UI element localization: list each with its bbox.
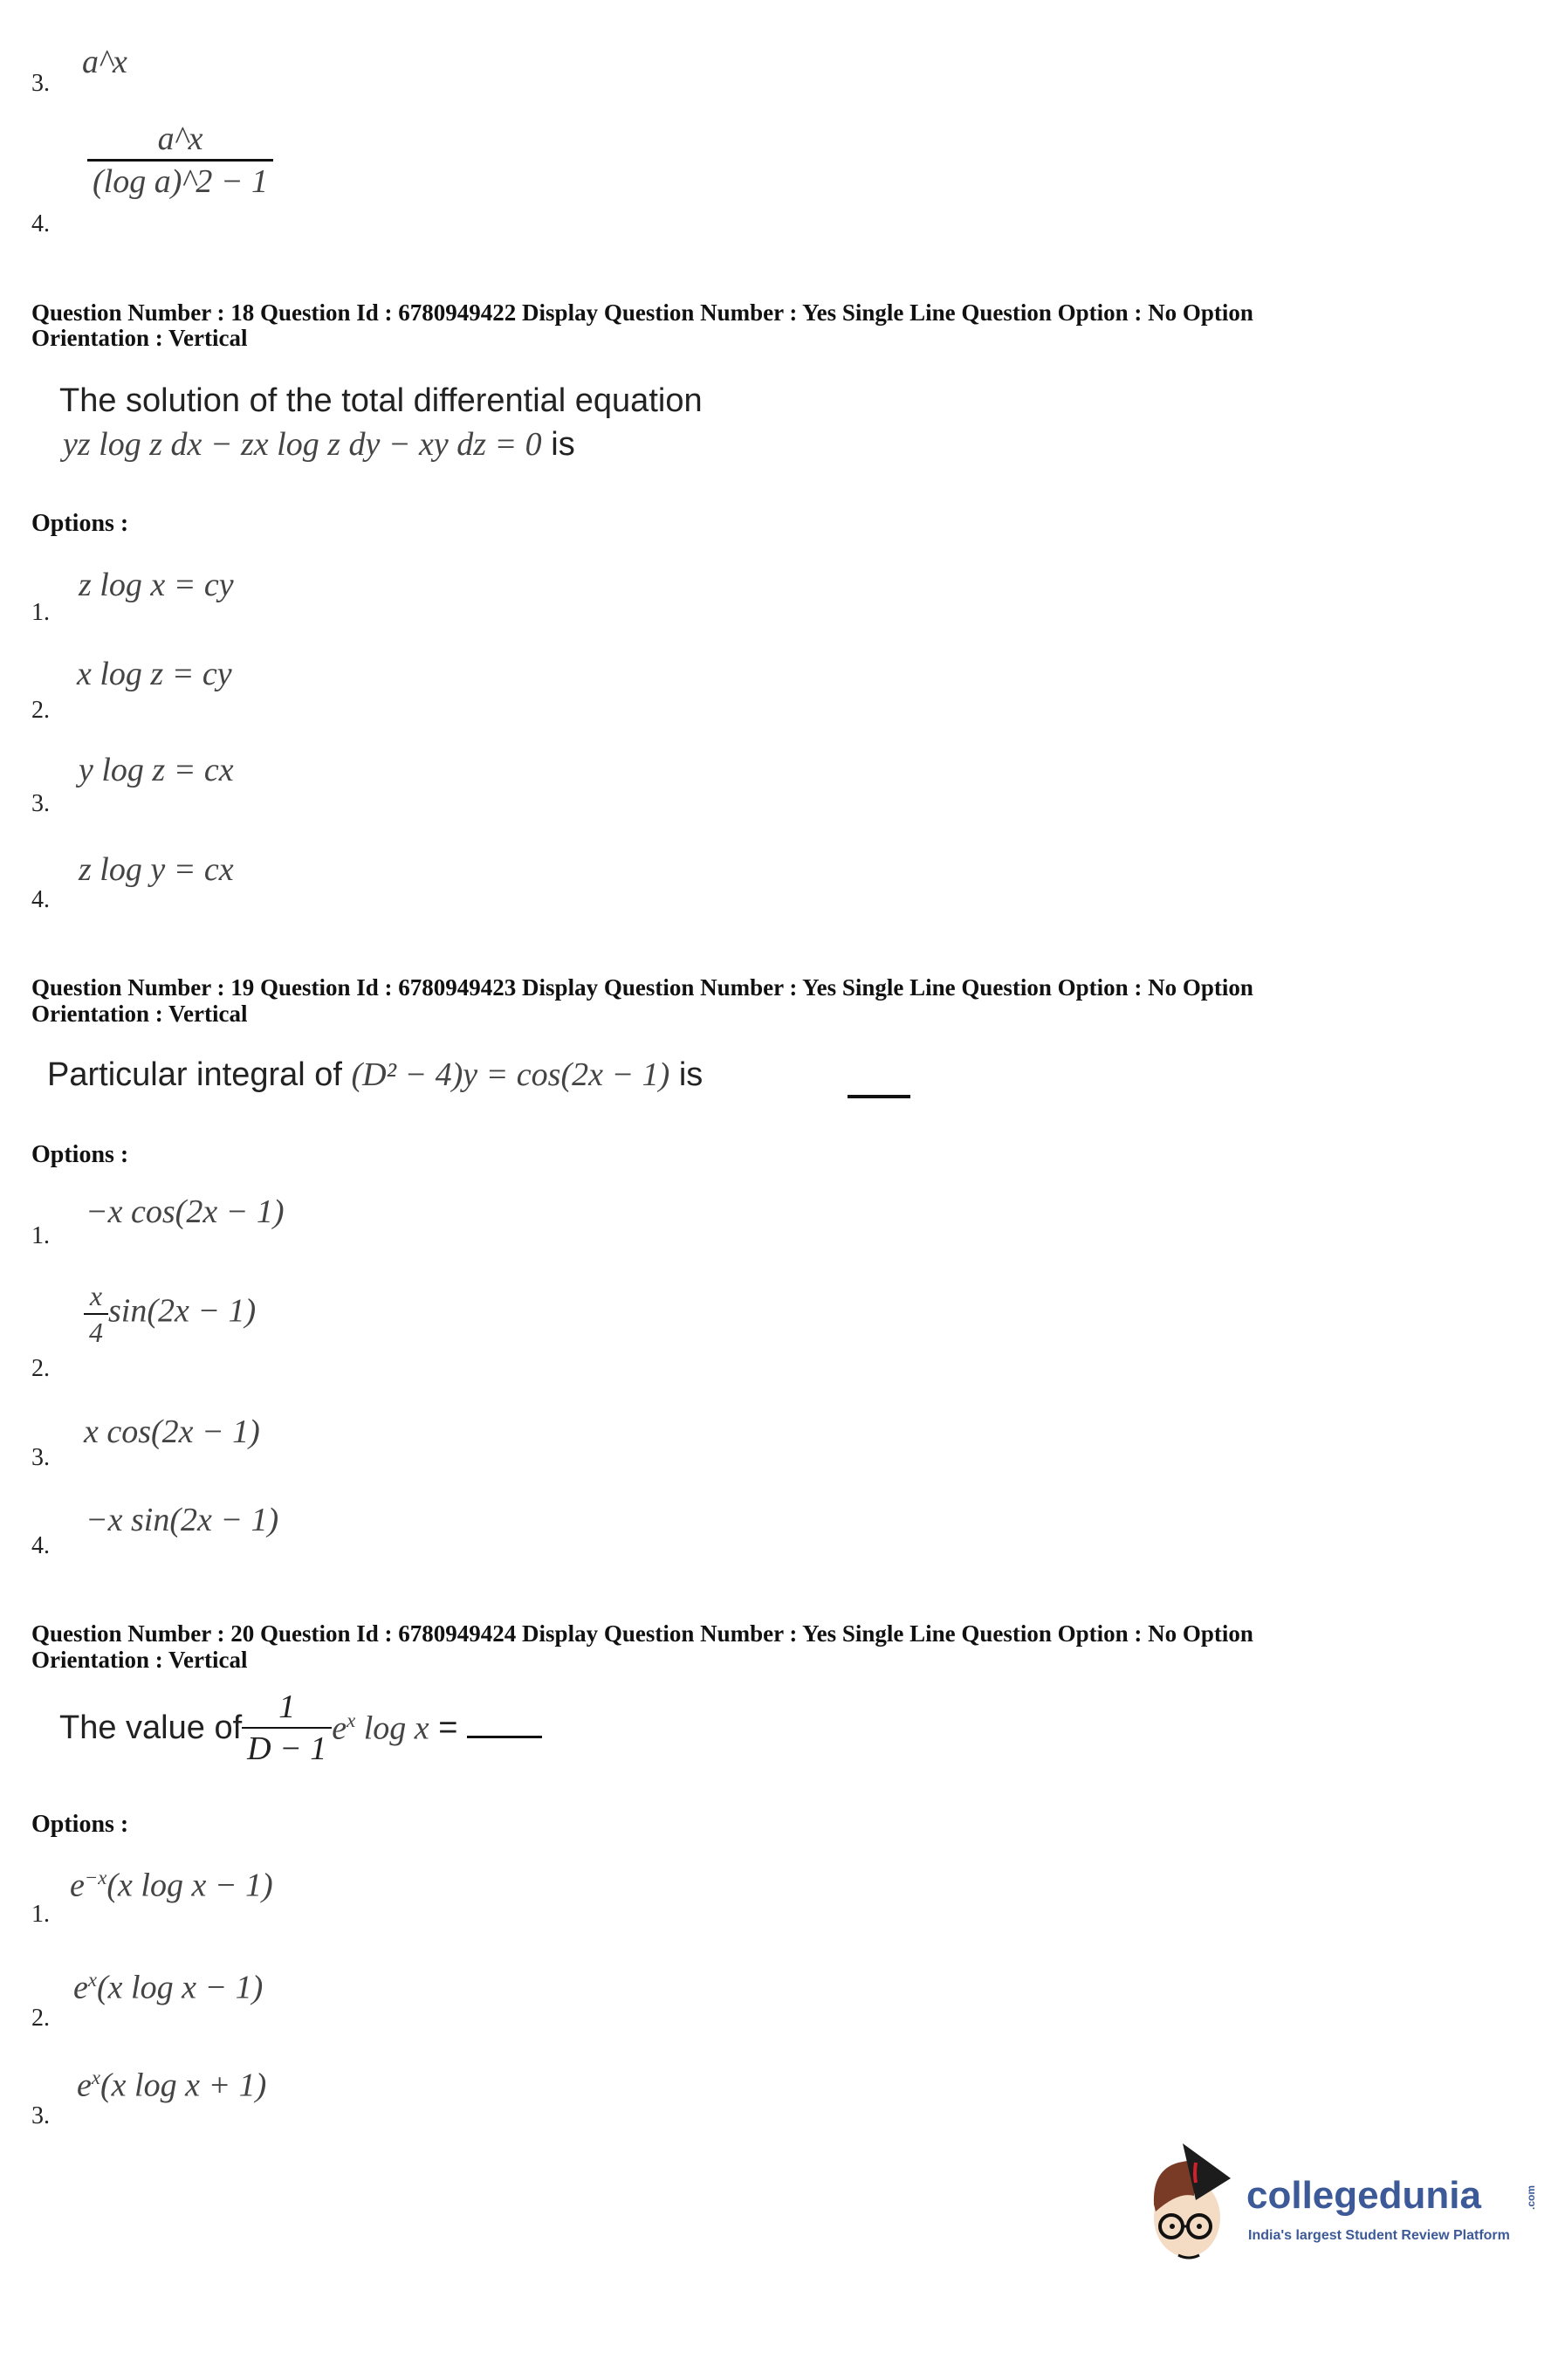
options-label: Options :	[31, 1141, 129, 1168]
question-prefix: The value of	[59, 1709, 243, 1746]
option-number: 1.	[31, 1901, 50, 1928]
option-number: 2.	[31, 697, 50, 724]
question-suffix: is	[669, 1056, 704, 1093]
option-3-expression[interactable]: y log z = cx	[79, 752, 234, 788]
option-1-expression[interactable]: −x cos(2x − 1)	[86, 1193, 285, 1230]
options-label: Options :	[31, 1811, 129, 1838]
question-math: $e^x$ log x	[332, 1709, 429, 1747]
logo-tagline: India's largest Student Review Platform	[1248, 2228, 1510, 2243]
option-number: 2.	[31, 2005, 50, 2032]
option-3-expression[interactable]: x cos(2x − 1)	[84, 1414, 260, 1450]
question-20-text	[59, 1690, 542, 1765]
equation-math: yz log z dx − zx log z dy − xy dz = 0	[63, 426, 542, 463]
option-number: 4.	[31, 210, 50, 237]
question-19-text	[47, 1058, 703, 1091]
option-2-function: sin(2x − 1)	[108, 1292, 257, 1330]
answer-blank	[848, 1069, 910, 1098]
option-3-expression[interactable]: $e^x(x$ log x + 1)	[77, 2067, 267, 2104]
option-1-expression[interactable]: $e^{-x}(x$ log x − 1)	[70, 1867, 273, 1904]
option-2-expression[interactable]: $e^x(x$ log x − 1)	[73, 1969, 264, 2006]
logo-name: collegedunia	[1246, 2174, 1481, 2217]
fraction-denominator: (log a)^2 − 1	[87, 159, 273, 198]
question-18-text: The solution of the total differential equation	[59, 382, 703, 419]
collegedunia-logo	[1143, 2143, 1545, 2266]
option-4-expression[interactable]: −x sin(2x − 1)	[86, 1502, 279, 1538]
question-18-header-orientation: Orientation : Vertical	[31, 325, 248, 351]
option-number: 4.	[31, 1532, 50, 1559]
option-number: 1.	[31, 599, 50, 626]
question-suffix: =	[429, 1709, 467, 1746]
option-1-expression[interactable]: z log x = cy	[79, 567, 234, 603]
option-number: 3.	[31, 2102, 50, 2129]
option-2-expression[interactable]: x log z = cy	[77, 656, 232, 692]
options-label: Options :	[31, 510, 129, 537]
fraction-denominator: D − 1	[242, 1727, 332, 1765]
option-number: 2.	[31, 1355, 50, 1382]
question-20-header: Question Number : 20 Question Id : 6780949424 Display Question Number : Yes Single Line Question Option : No Option	[31, 1620, 1253, 1647]
option-number: 3.	[31, 1444, 50, 1471]
question-math: (D² − 4)y = cos(2x − 1)	[351, 1056, 670, 1093]
option-4-expression[interactable]: z log y = cx	[79, 851, 234, 888]
option-number: 1.	[31, 1222, 50, 1249]
option-number: 4.	[31, 886, 50, 913]
question-18-header: Question Number : 18 Question Id : 6780949422 Display Question Number : Yes Single Line Question Option : No Option	[31, 299, 1253, 326]
option-number: 3.	[31, 790, 50, 817]
question-20-header-orientation: Orientation : Vertical	[31, 1647, 248, 1673]
question-19-header-orientation: Orientation : Vertical	[31, 1001, 248, 1027]
question-prefix: Particular integral of	[47, 1056, 352, 1093]
fraction-numerator: a^x	[157, 120, 203, 157]
question-18-equation	[63, 428, 575, 461]
question-19-header: Question Number : 19 Question Id : 6780949423 Display Question Number : Yes Single Line Question Option : No Option	[31, 974, 1253, 1001]
option-4-expression[interactable]	[87, 122, 273, 198]
fraction-numerator: 1	[278, 1689, 296, 1725]
fraction-numerator: x	[89, 1280, 103, 1311]
equation-suffix: is	[541, 426, 575, 463]
option-number: 3.	[31, 70, 50, 97]
fraction-denominator: 4	[84, 1313, 108, 1346]
answer-blank	[467, 1718, 542, 1738]
option-3-expression[interactable]: a^x	[82, 44, 127, 80]
mascot-icon	[1143, 2143, 1248, 2266]
option-2-expression[interactable]	[84, 1282, 256, 1346]
logo-suffix: .com	[1525, 2184, 1537, 2210]
